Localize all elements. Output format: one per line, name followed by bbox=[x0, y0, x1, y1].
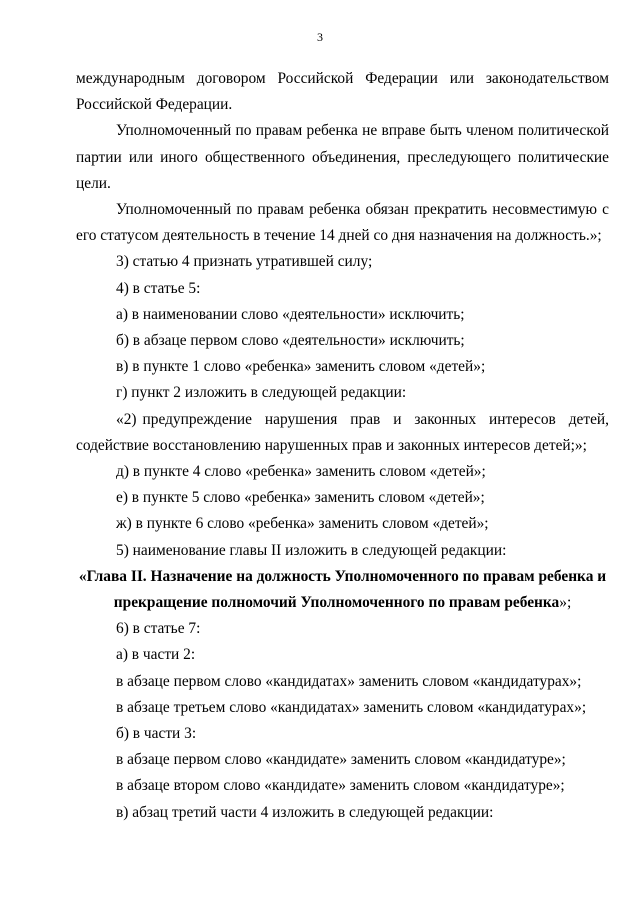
list-item: 3) статью 4 признать утратившей силу; bbox=[116, 253, 373, 271]
list-item: 5) наименование главы II изложить в следующей редакции: bbox=[116, 541, 507, 559]
list-item: в) в пункте 1 слово «ребенка» заменить словом «детей»; bbox=[116, 358, 486, 376]
list-item: а) в части 2: bbox=[116, 646, 196, 664]
list-item: ж) в пункте 6 слово «ребенка» заменить словом «детей»; bbox=[116, 515, 489, 533]
list-item: в абзаце третьем слово «кандидатах» заменить словом «кандидатурах»; bbox=[116, 698, 587, 716]
quoted-item-number: «2) bbox=[116, 410, 137, 428]
list-item: д) в пункте 4 слово «ребенка» заменить словом «детей»; bbox=[116, 463, 486, 481]
list-item: 6) в статье 7: bbox=[116, 620, 201, 638]
chapter-heading-text: «Глава II. Назначение на должность Уполномоченного по правам ребенка и прекращение полномочий Уполномоченного по правам ребенка bbox=[78, 567, 607, 612]
chapter-heading bbox=[76, 564, 609, 616]
list-item: б) в части 3: bbox=[116, 725, 197, 743]
document-body bbox=[76, 66, 609, 826]
list-item: г) пункт 2 изложить в следующей редакции: bbox=[116, 384, 407, 402]
chapter-heading-tail: »; bbox=[559, 594, 572, 612]
list-item: а) в наименовании слово «деятельности» исключить; bbox=[116, 305, 465, 323]
quoted-paragraph bbox=[76, 407, 609, 459]
page-number: 3 bbox=[317, 30, 323, 44]
quoted-item-text: предупреждение нарушения прав и законных интересов детей, содействие восстановлению нарушенных прав и законных интересов детей;»; bbox=[76, 410, 609, 454]
paragraph: международным договором Российской Федерации или законодательством Российской Федерации. bbox=[76, 70, 609, 114]
paragraph: Уполномоченный по правам ребенка обязан прекратить несовместимую с его статусом деятельность в течение 14 дней со дня назначения на должность.»; bbox=[76, 201, 609, 245]
list-item: б) в абзаце первом слово «деятельности» исключить; bbox=[116, 332, 465, 350]
list-item: е) в пункте 5 слово «ребенка» заменить словом «детей»; bbox=[116, 489, 485, 507]
list-item: в абзаце первом слово «кандидатах» заменить словом «кандидатурах»; bbox=[116, 672, 582, 690]
list-item: в абзаце втором слово «кандидате» заменить словом «кандидатуре»; bbox=[116, 777, 565, 795]
list-item: в абзаце первом слово «кандидате» заменить словом «кандидатуре»; bbox=[116, 751, 566, 769]
list-item: в) абзац третий части 4 изложить в следующей редакции: bbox=[116, 803, 494, 821]
paragraph: Уполномоченный по правам ребенка не вправе быть членом политической партии или иного общественного объединения, преследующего политические цели. bbox=[76, 122, 609, 192]
list-item: 4) в статье 5: bbox=[116, 279, 201, 297]
